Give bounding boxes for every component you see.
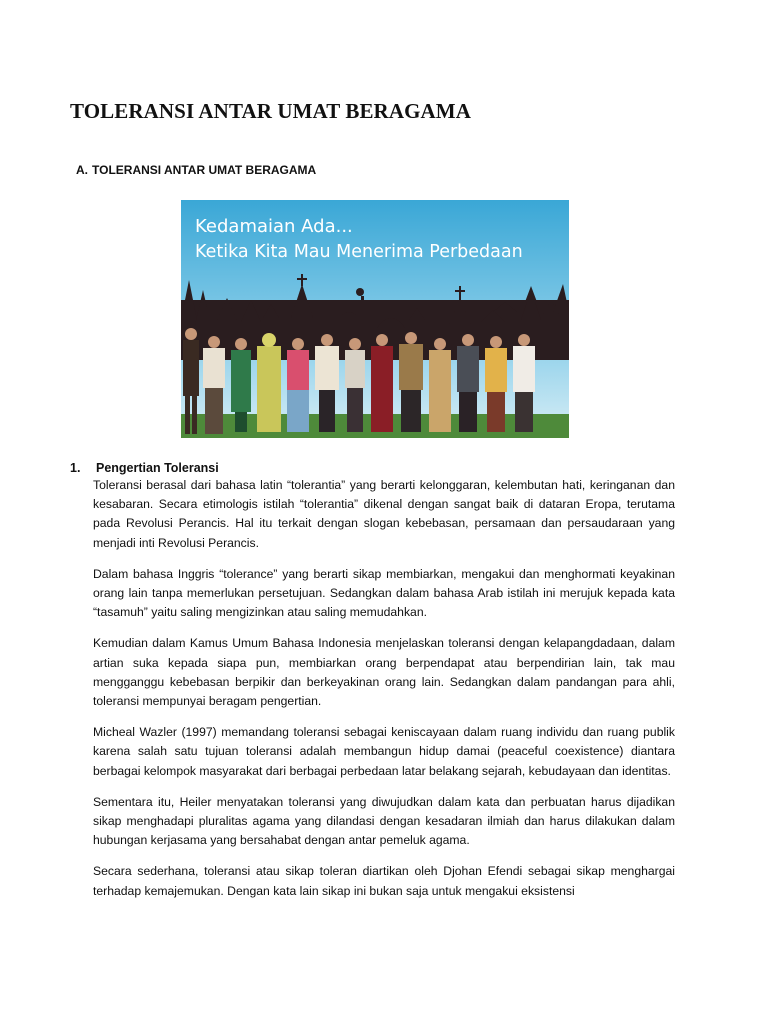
document-title: TOLERANSI ANTAR UMAT BERAGAMA [70, 99, 471, 123]
section-letter: A. [76, 163, 88, 177]
figure-caption-line-2: Ketika Kita Mau Menerima Perbedaan [195, 242, 523, 262]
body-text [93, 476, 675, 913]
paragraph: Toleransi berasal dari bahasa latin “tolerantia” yang berarti kelonggaran, kelembutan hati, keringanan dan kesabaran. Secara etimologis istilah “tolerantia” dikenal dengan sangat baik di dataran Eropa, terutama pada Revolusi Perancis. Hal itu terkait dengan slogan kebebasan, persamaan dan persaudaraan yang menjadi inti Revolusi Perancis. [93, 478, 675, 550]
figure-caption-line-1: Kedamaian Ada... [195, 216, 353, 237]
paragraph: Dalam bahasa Inggris “tolerance” yang berarti sikap membiarkan, mengakui dan menghormati keyakinan orang lain tanpa memerlukan persetujuan. Sedangkan dalam bahasa Arab istilah ini merujuk kepada kata “tasamuh” yaitu saling mengizinkan atau saling memudahkan. [93, 566, 675, 620]
section-heading [76, 163, 316, 177]
paragraph: Secara sederhana, toleransi atau sikap toleran diartikan oleh Djohan Efendi sebagai sikap menghargai terhadap kemajemukan. Dengan kata lain sikap ini bukan saja untuk mengakui eksistensi [93, 864, 675, 898]
paragraph: Kemudian dalam Kamus Umum Bahasa Indonesia menjelaskan toleransi dengan kelapangdadaan, dalam artian suka kepada siapa pun, membiarkan orang berpendapat atau berpendirian lain, tak mau mengganggu kebebasan berpikir dan berkeyakinan orang lain. Sedangkan dalam pandangan para ahli, toleransi mempunyai beragam pengertian. [93, 636, 675, 709]
paragraph: Sementara itu, Heiler menyatakan toleransi yang diwujudkan dalam kata dan perbuatan harus dijadikan sikap menghadapi pluralitas agama yang dilandasi dengan kesadaran ilmiah dan harus dilakukan dalam hubungan kerjasama yang bersahabat dengan antar pemeluk agama. [93, 794, 675, 848]
illustration-image [181, 200, 569, 438]
subsection-number: 1. [70, 461, 81, 475]
paragraph: Micheal Wazler (1997) memandang toleransi sebagai keniscayaan dalam ruang individu dan ruang publik karena salah satu tujuan toleransi adalah membangun hidup damai (peaceful coexistence) diantara berbagai kelompok masyarakat dari berbagai perbedaan latar belakang sejarah, kebudayaan dan identitas. [93, 725, 675, 778]
subsection-heading-text: Pengertian Toleransi [96, 461, 219, 475]
subsection-heading [70, 461, 219, 475]
section-heading-text: TOLERANSI ANTAR UMAT BERAGAMA [92, 163, 317, 177]
